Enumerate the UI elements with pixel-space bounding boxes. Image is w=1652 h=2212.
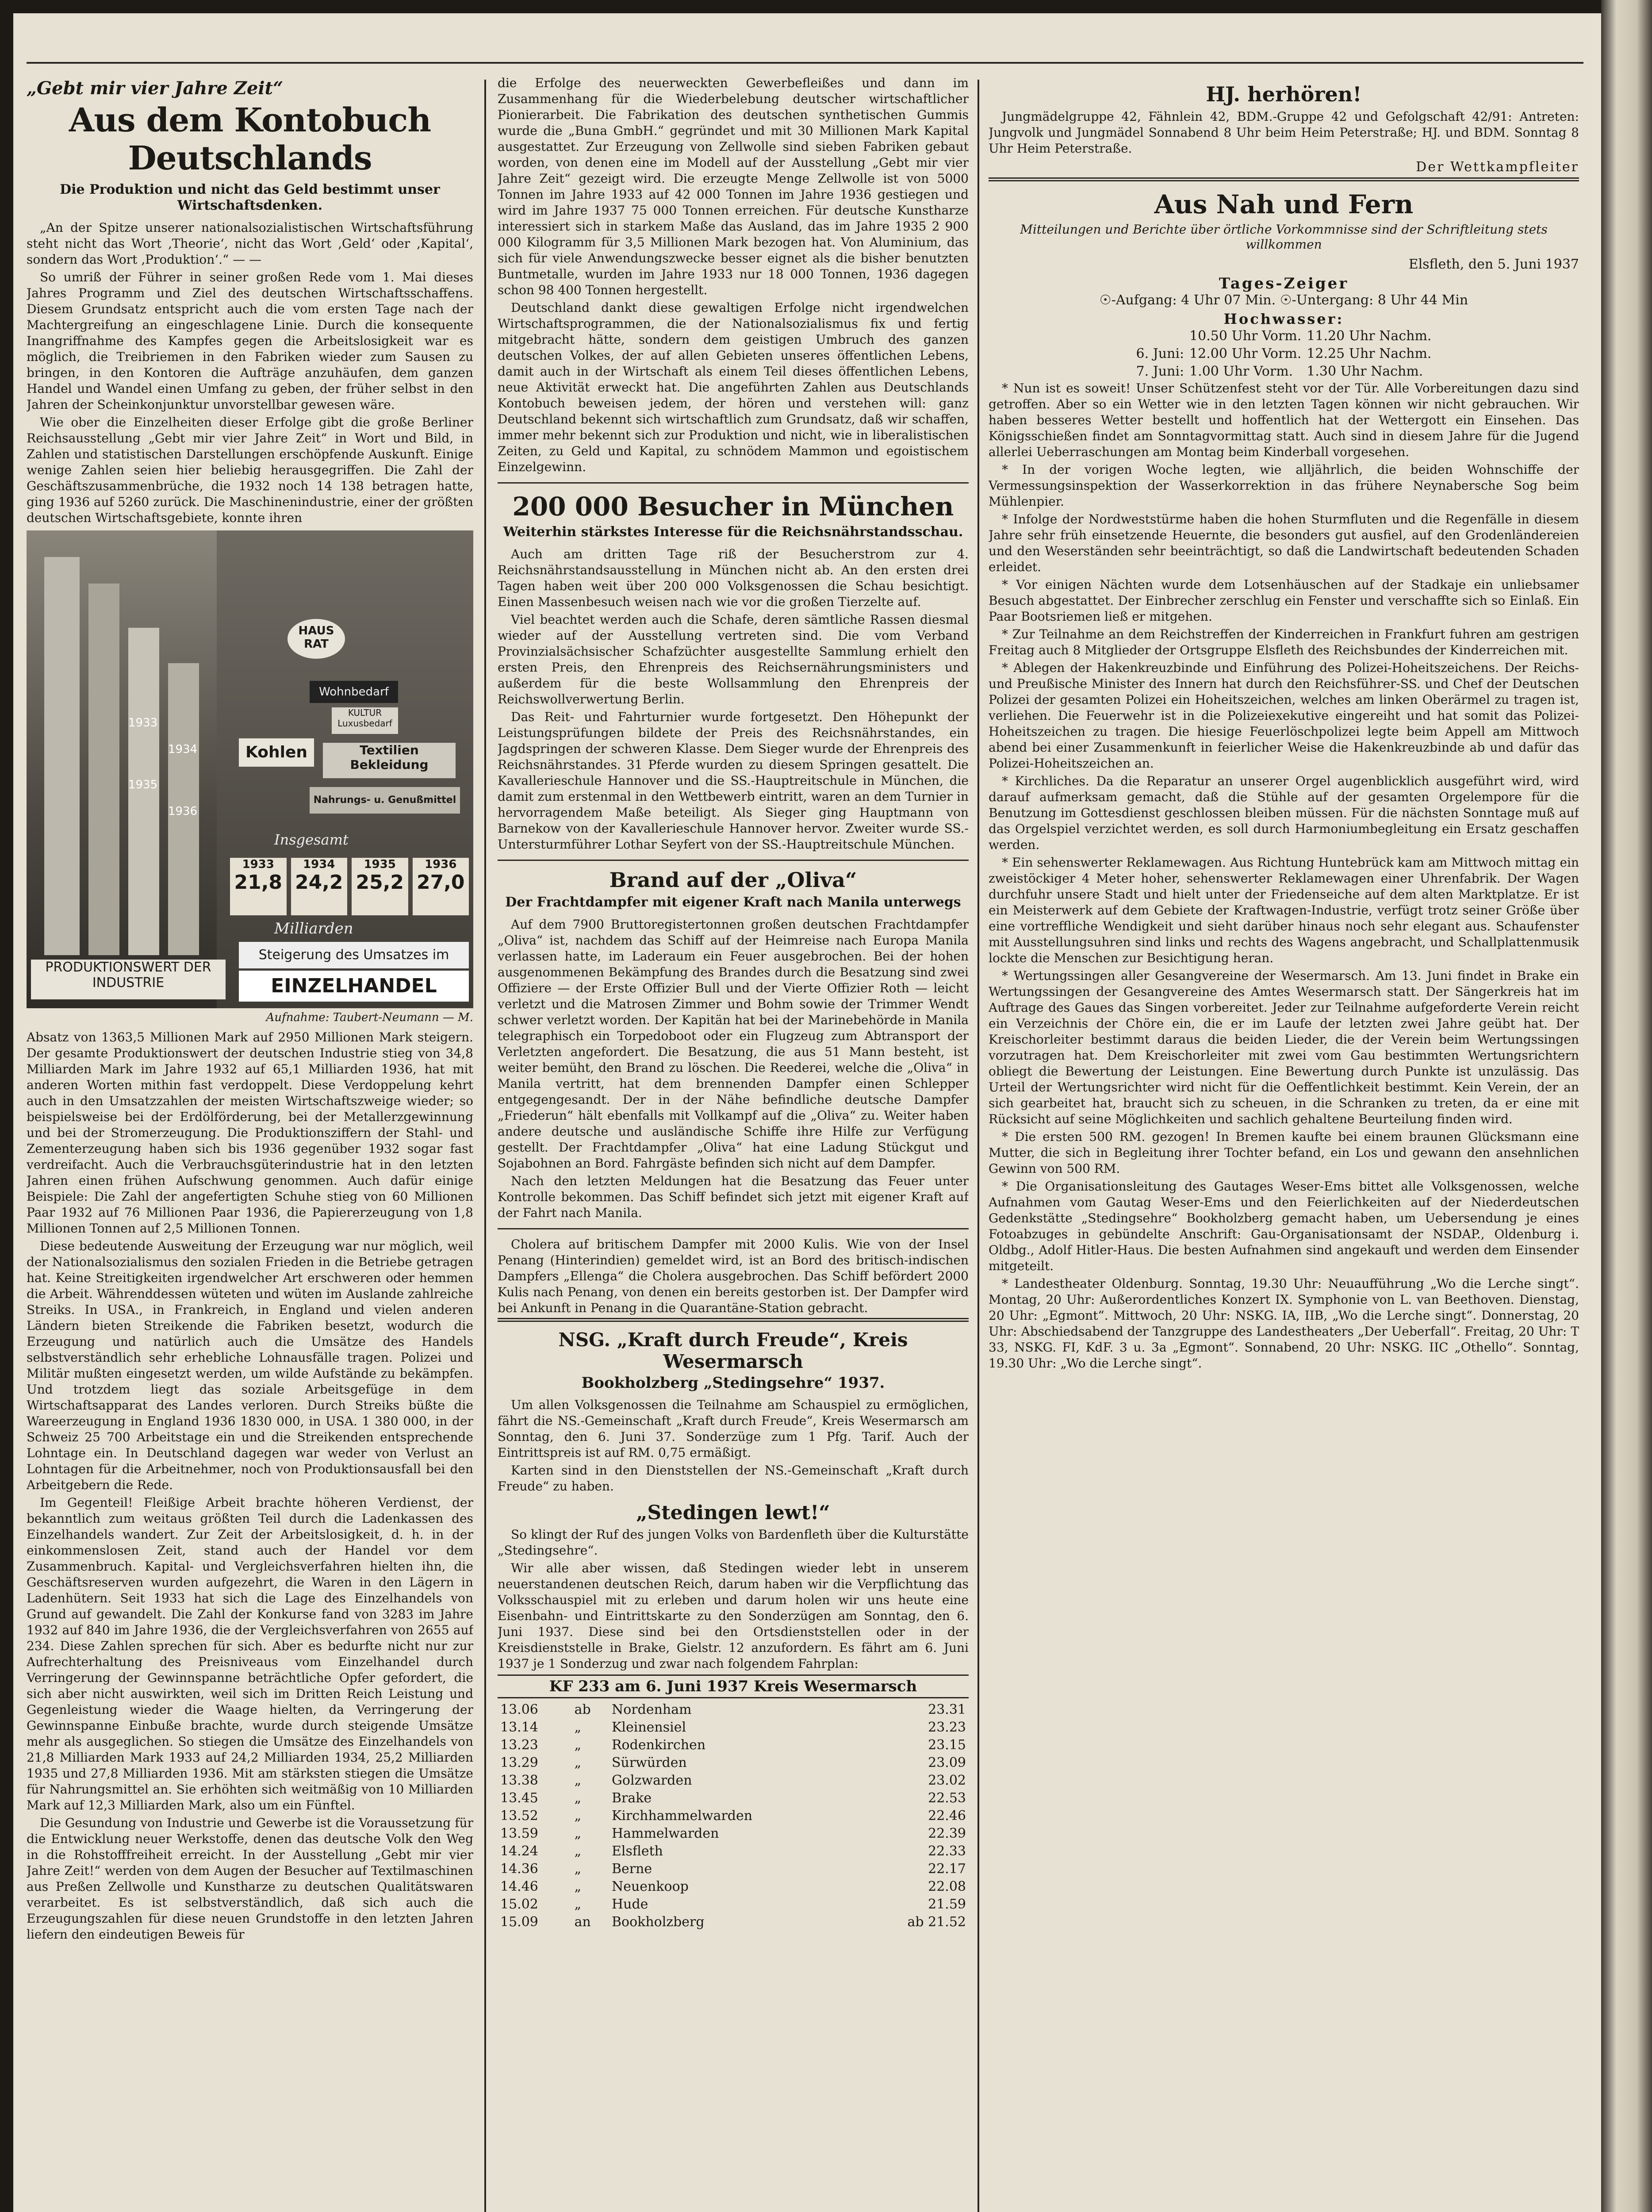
tide-day: 7. Juni: <box>1136 364 1184 379</box>
tide-day <box>1134 327 1187 345</box>
news-item: * Wertungssingen aller Gesangvereine der Wesermarsch. Am 13. Juni findet in Brake ein Wertungssingen der Gesangvereine des Amtes Wesermarsch statt. Der Sängerkreis hat im Auftrage des Gaues das Singen vorbereitet. Jeder zur Teilnahme aufgeforderte Verein reicht ein Verzeichnis der Chöre ein, die er im Laufe der letzten zwei Jahre geübt hat. Der Kreischorleiter bestimmt daraus die beiden Lieder, die der Verein beim Wertungssingen vorzutragen hat. Dem Kreischorleiter mit zwei vom Gau bestimmten Wertungsrichtern obliegt die Bewertung der Leistungen. Eine Bewertung durch Punkte ist unzulässig. Das Urteil der Wertungsrichter wird nicht für die Oeffentlichkeit bestimmt. Kein Verein, der an sich gearbeitet hat, braucht sich zu scheuen, in die Schranken zu treten, da er eine mit Rücksicht auf seine Möglichkeiten und sachlich gehaltene Beurteilung finden wird. <box>989 968 1579 1126</box>
timetable-arrival: 23.15 <box>928 1737 966 1753</box>
block-value: 21,8 <box>234 871 283 894</box>
signature: Der Wettkampfleiter <box>1416 159 1579 175</box>
timetable-departure: 13.06 <box>500 1702 538 1717</box>
timetable-direction: ab <box>574 1702 591 1717</box>
timetable-direction: „ <box>574 1808 582 1824</box>
timetable-arrival: 23.23 <box>928 1720 966 1735</box>
timetable-arrival: 22.33 <box>928 1843 966 1859</box>
timetable-station: Nordenham <box>611 1702 692 1717</box>
timetable-departure: 14.46 <box>500 1879 538 1894</box>
exhibition-photo <box>27 530 473 1008</box>
headline-nah-fern: Aus Nah und Fern <box>1154 189 1414 219</box>
news-item: * In der vorigen Woche legten, wie alljährlich, die beiden Wohnschiffe der Vermessungsinspektion der Wasserkorrektion in das frühere Neynabersche Sog beim Mühlenpier. <box>989 462 1579 509</box>
headline-besucher: 200 000 Besucher in München <box>512 492 954 522</box>
timetable-station: Hude <box>611 1897 648 1912</box>
timetable-row <box>498 1772 969 1790</box>
column-middle <box>498 75 969 1933</box>
news-item: * Kirchliches. Da die Reparatur an unserer Orgel augenblicklich ausgeführt wird, wird darauf aufmerksam gemacht, daß die Stühle auf der gesamten Orgelempore für die Benutzung im Gottesdienst geschlossen bleiben müssen. Für die nächsten Sonntage muß auf das Orgelspiel verzichtet werden, es soll durch Harmoniumbegleitung ein Ersatz geschaffen werden. <box>989 774 1579 852</box>
timetable <box>498 1701 969 1931</box>
column-right <box>989 75 1579 1373</box>
timetable-departure: 13.52 <box>500 1808 538 1824</box>
tageszeiger-title: Tages-Zeiger <box>1219 275 1349 292</box>
kicker: „Gebt mir vier Jahre Zeit“ <box>27 78 284 99</box>
paragraph: So klingt der Ruf des jungen Volks von Bardenfleth über die Kulturstätte „Stedingsehre“. <box>498 1527 969 1558</box>
news-item: * Ein sehenswerter Reklamewagen. Aus Richtung Huntebrück kam am Mittwoch mittag ein zweistöckiger 4 Meter hoher, sehenswerter Reklamewagen einer Uhrenfabrik. Der Wagen durchfuhr unsere Stadt und hielt unter der Friedenseiche auf dem alten Marktplatze. Er ist ein Meisterwerk auf dem Gebiete der Kraftwagen-Industrie, verfügt trotz seiner Größe über eine vortreffliche Wendigkeit und sieht darüber hinaus noch sehr elegant aus. Schaufenster mit Ausstellungsuhren sind links und rechts des Wagens angebracht, und Schallplattenmusik lockte die Menschen zur Besichtigung heran. <box>989 855 1579 965</box>
subheadline-kdf: Bookholzberg „Stedingsehre“ 1937. <box>581 1374 885 1392</box>
timetable-direction: „ <box>574 1826 582 1841</box>
tide-morning: 1.00 Uhr Vorm. <box>1189 364 1293 379</box>
tide-afternoon: 11.20 Uhr Nachm. <box>1307 328 1432 344</box>
tide-row <box>1134 345 1434 363</box>
page-edge <box>1601 0 1652 2212</box>
sign-nahrung: Nahrungs- u. Genußmittel <box>310 787 460 814</box>
photo-pillar <box>44 557 80 955</box>
section-rule <box>989 177 1579 179</box>
timetable-station: Berne <box>611 1861 652 1877</box>
photo-einzelhandel: EINZELHANDEL <box>239 971 469 1002</box>
timetable-station: Rodenkirchen <box>611 1737 706 1753</box>
timetable-departure: 13.59 <box>500 1826 538 1841</box>
block-year: 1934 <box>303 858 335 871</box>
timetable-row <box>498 1790 969 1807</box>
news-item: * Nun ist es soweit! Unser Schützenfest steht vor der Tür. Alle Vorbereitungen dazu sind getroffen. Aber so ein Wetter wie in den letzten Tagen können wir nicht gebrauchen. Wir haben besseres Wetter bestellt und hoffentlich hat der Wettergott ein Einsehen. Das Königsschießen findet am Sonntagvormittag statt. Auch sind in diesem Jahre für die Jugend allerlei Ueberraschungen am Montag beim Kinderball vorgesehen. <box>989 381 1579 459</box>
paragraph: Wie ober die Einzelheiten dieser Erfolge gibt die große Berliner Reichsausstellung „Gebt mir vier Jahre Zeit“ in Wort und Bild, in Zahlen und statistischen Darstellungen erschöpfende Auskunft. Einige wenige Zahlen seien hier beliebig herausgegriffen. Die Zahl der Geschäftszusammenbrüche, die 1932 noch 14 138 betragen hatte, ging 1936 auf 5260 zurück. Die Maschinenindustrie, einer der größten deutschen Wirtschaftsgebiete, konnte ihren <box>27 415 473 525</box>
headline-kontobuch: Aus dem Kontobuch Deutschlands <box>69 101 431 177</box>
timetable-arrival: 23.02 <box>928 1773 966 1788</box>
timetable-direction: an <box>574 1914 591 1930</box>
news-item: * Die ersten 500 RM. gezogen! In Bremen kaufte bei einem braunen Glücksmann eine Mutter, die sich in Begleitung ihrer Tochter befand, ein Los und gewann den ansehnlichen Gewinn von 500 RM. <box>989 1129 1579 1176</box>
timetable-arrival: 23.31 <box>928 1702 966 1717</box>
timetable-station: Neuenkoop <box>611 1879 689 1894</box>
photo-year-label: 1934 <box>168 743 198 756</box>
timetable-departure: 13.45 <box>500 1790 538 1806</box>
section-rule <box>498 1228 969 1229</box>
timetable-arrival: 22.17 <box>928 1861 966 1877</box>
photo-caption: Aufnahme: Taubert-Neumann — M. <box>266 1011 473 1024</box>
timetable-row <box>498 1736 969 1754</box>
timetable-arrival: 22.46 <box>928 1808 966 1824</box>
timetable-direction: „ <box>574 1755 582 1770</box>
column-rule-1 <box>484 80 486 2212</box>
block-year: 1935 <box>364 858 396 871</box>
timetable-departure: 15.09 <box>500 1914 538 1930</box>
sign-hausrat: HAUS RAT <box>287 619 345 659</box>
timetable-row <box>498 1825 969 1843</box>
timetable-header: KF 233 am 6. Juni 1937 Kreis Wesermarsch <box>498 1674 969 1698</box>
news-item: * Vor einigen Nächten wurde dem Lotsenhäuschen auf der Stadkaje ein unliebsamer Besuch abgestattet. Der Einbrecher zerschlug ein Fenster und verschaffte sich so Einlaß. Ein Paar Bootsriemen ließ er mitgehen. <box>989 577 1579 624</box>
paragraph: So umriß der Führer in seiner großen Rede vom 1. Mai dieses Jahres Programm und Ziel des deutschen Wirtschaftsschaffens. Diesem Grundsatz entspricht auch die vom ersten Tage nach der Machtergreifung an eingeschlagene Linie. Durch die konsequente Inangriffnahme des Kampfes gegen die Arbeitslosigkeit war es möglich, die Treibriemen in den Fabriken wieder zum Sausen zu bringen, in den Kontoren die Aufträge anzuhäufen, dem ganzen Handel und Wandel einen Umfang zu geben, der früher selbst in den Jahren der Scheinkonjunktur unvorstellbar gewesen wäre. <box>27 270 473 412</box>
headline-oliva: Brand auf der „Oliva“ <box>609 868 857 892</box>
timetable-direction: „ <box>574 1879 582 1894</box>
timetable-direction: „ <box>574 1720 582 1735</box>
timetable-arrival: 23.09 <box>928 1755 966 1770</box>
block-year: 1936 <box>425 858 457 871</box>
paragraph: die Erfolge des neuerweckten Gewerbefleißes und dann im Zusammenhang für die Wiederbelebung deutscher wirtschaftlicher Pionierarbeit. Die Fabrikation des deutschen synthetischen Gummis wurde die „Buna GmbH.“ gegründet und mit 30 Millionen Mark Kapital ausgestattet. Zur Erzeugung von Zellwolle sind sieben Fabriken gebaut worden, von denen eine im Modell auf der Ausstellung „Gebt mir vier Jahre Zeit“ gezeigt wird. Die erzeugte Menge Zellwolle ist von 5000 Tonnen im Jahre 1933 auf 42 000 Tonnen im Jahre 1936 gestiegen und wird im Jahre 1937 75 000 Tonnen erreichen. Für deutsche Kunstharze interessiert sich in starkem Maße das Ausland, das im Jahre 1935 2 900 000 Kilogramm für 3,5 Millionen Mark bezogen hat. Von Aluminium, das sich für viele Anwendungszwecke besser eignet als die bisher benutzten Buntmetalle, wurden im Jahre 1933 nur 18 000 Tonnen, 1936 dagegen schon 98 400 Tonnen hergestellt. <box>498 76 969 297</box>
news-item: * Landestheater Oldenburg. Sonntag, 19.30 Uhr: Neuaufführung „Wo die Lerche singt“. Montag, 20 Uhr: Außerordentliches Konzert IX. Symphonie von L. van Beethoven. Dienstag, 20 Uhr: „Egmont“. Mittwoch, 20 Uhr: NSKG. IA, IIB, „Wo die Lerche singt“. Donnerstag, 20 Uhr: Abschiedsabend der Tanzgruppe des Landestheaters „Der Ueberfall“. Freitag, 20 Uhr: T 33, NSKG. FI, KdF. 3 u. 3a „Egmont“. Sonnabend, 20 Uhr: NSKG. IIC „Othello“. Sonntag, 19.30 Uhr: „Wo die Lerche singt“. <box>989 1276 1579 1371</box>
paragraph-cholera: Cholera auf britischem Dampfer mit 2000 Kulis. Wie von der Insel Penang (Hinterindien) gemeldet wird, ist an Bord des britisch-indischen Dampfers „Ellenga“ die Cholera ausgebrochen. Das Schiff befördert 2000 Kulis nach Penang, von denen ein bereits gestorben ist. Der Dampfer wird bei Ankunft in Penang in die Quarantäne-Station gebracht. <box>498 1237 969 1315</box>
block-year: 1933 <box>242 858 274 871</box>
section-rule <box>498 860 969 861</box>
timetable-direction: „ <box>574 1843 582 1859</box>
paragraph: Um allen Volksgenossen die Teilnahme am Schauspiel zu ermöglichen, fährt die NS.-Gemeinschaft „Kraft durch Freude“, Kreis Wesermarsch am Sonntag, den 6. Juni 37. Sonderzüge zum 1 Pfg. Tarif. Auch der Eintrittspreis ist auf RM. 0,75 ermäßigt. <box>498 1398 969 1460</box>
dateline: Elsfleth, den 5. Juni 1937 <box>1408 257 1579 272</box>
photo-insgesamt: Insgesamt <box>274 831 349 848</box>
news-item: * Ablegen der Hakenkreuzbinde und Einführung des Polizei-Hoheitszeichens. Der Reichs- und Preußische Minister des Innern hat durch den Reichsführer-SS. und Chef der Deutschen Polizei der gesamten Polizei ein Hoheitszeichen, welches am linken Oberärmel zu tragen ist, verliehen. Die Feuerwehr ist in die Polizeiexekutive eingereiht und hat somit das Polizei-Hoheitszeichen zu tragen. Die hiesige Feuerlöschpolizei legte beim Appell am Mittwoch abend bei einer Zusammenkunft in feierlicher Weise die Hakenkreuzbinde ab und dafür das Polizei-Hoheitszeichen an. <box>989 661 1579 771</box>
news-item: * Die Organisationsleitung des Gautages Weser-Ems bittet alle Volksgenossen, welche Aufnahmen vom Gautag Weser-Ems und den Feierlichkeiten auf der Niederdeutschen Gedenkstätte „Stedingsehre“ Bookholzberg gemacht haben, um Uebersendung je eines Fotoabzuges in gebündelte Anschrift: Gau-Organisationsamt der NSDAP., Oldenburg i. Oldbg., Adolf Hitler-Haus. Die besten Aufnahmen sind angekauft und werden dem Einsender mitgeteilt. <box>989 1179 1579 1273</box>
deck-nah-fern: Mitteilungen und Berichte über örtliche Vorkommnisse sind der Schriftleitung stets willkommen <box>1020 222 1548 252</box>
news-item: * Infolge der Nordweststürme haben die hohen Sturmfluten und die Regenfälle in diesem Jahre sehr früh einsetzende Heuernte, die besonders gut ausfiel, auf den Grodenländereien und den Weserständen sehr beeinträchtigt, so daß die Landwirtschaft bedeutenden Schaden erleidet. <box>989 512 1579 574</box>
timetable-direction: „ <box>574 1773 582 1788</box>
timetable-station: Kleinensiel <box>611 1720 686 1735</box>
timetable-arrival: 22.53 <box>928 1790 966 1806</box>
paragraph: Absatz von 1363,5 Millionen Mark auf 2950 Millionen Mark steigern. Der gesamte Produktionswert der deutschen Industrie stieg von 34,8 Milliarden Mark im Jahre 1932 auf 65,1 Milliarden 1936, hat mit anderen Worten mithin fast verdoppelt. Diese Verdoppelung kehrt auch in den Umsatzzahlen der meisten Wirtschaftszweige wieder; so beispielsweise bei der Erdölförderung, bei der Metallerzgewinnung und bei der Stromerzeugung. Die Produktionsziffern der Stahl- und Zementerzeugung haben sich bis 1936 gegenüber 1932 sogar fast verdreifacht. Auch die Verbrauchsgüterindustrie hat in den letzten Jahren einen frühen Aufschwung genommen. Auch dafür einige Beispiele: Die Zahl der angefertigten Schuhe stieg von 60 Millionen Paar 1932 auf 76 Millionen Paar 1936, die Papiererzeugung von 1,8 Millionen Tonnen auf 2,5 Millionen Tonnen. <box>27 1030 473 1236</box>
timetable-departure: 13.23 <box>500 1737 538 1753</box>
timetable-station: Bookholzberg <box>611 1914 705 1930</box>
deck-kontobuch: Die Produktion und nicht das Geld bestimmt unser Wirtschaftsdenken. <box>60 182 440 213</box>
headline-kdf: NSG. „Kraft durch Freude“, Kreis Wesermarsch <box>558 1329 908 1372</box>
timetable-row <box>498 1878 969 1896</box>
photo-steigerung: Steigerung des Umsatzes im <box>239 942 469 968</box>
tide-table <box>1134 327 1434 380</box>
section-rule <box>989 180 1579 181</box>
paragraph: Wir alle aber wissen, daß Stedingen wieder lebt in unserem neuerstandenen deutschen Reich, darum haben wir die Verpflichtung das Volksschauspiel mit zu erleben und darum holen wir uns heute eine Eisenbahn- und Eintrittskarte zu den Sonderzügen am Sonntag, den 6. Juni 1937. Diese sind bei den Ortsdienststellen oder in der Kreisdienststelle in Brake, Gielstr. 12 anzufordern. Es fährt am 6. Juni 1937 je 1 Sonderzug und zwar nach folgendem Fahrplan: <box>498 1561 969 1671</box>
timetable-station: Sürwürden <box>611 1755 687 1770</box>
headline-stedingen: „Stedingen lewt!“ <box>636 1502 830 1524</box>
section-rule <box>498 482 969 484</box>
section-rule <box>498 1321 969 1322</box>
block-value: 27,0 <box>416 871 465 894</box>
tide-day: 6. Juni: <box>1136 346 1184 361</box>
sign-kohlen: Kohlen <box>239 738 314 767</box>
deck-oliva: Der Frachtdampfer mit eigener Kraft nach Manila unterwegs <box>505 895 961 910</box>
timetable-station: Elsfleth <box>611 1843 663 1859</box>
column-left <box>27 75 473 1944</box>
column-rule-2 <box>977 80 979 2212</box>
timetable-row <box>498 1807 969 1825</box>
sign-wohnbedarf: Wohnbedarf <box>310 681 398 703</box>
paragraph: Diese bedeutende Ausweitung der Erzeugung war nur möglich, weil der Nationalsozialismus den sozialen Frieden in die Betriebe getragen hat. Keine Streitigkeiten irgendwelcher Art erschweren oder hemmen die Arbeit. Währenddessen wüteten und wüten im Auslande zahlreiche Streiks. In USA., in Frankreich, in England und vielen anderen Ländern bieten Streikende die Fabriken besetzt, wodurch die Erzeugung und natürlich auch die Umsätze des Handels selbstverständlich sehr erhebliche Lohnausfälle tragen. Polizei und Militär mußten eingesetzt werden, um wilde Aufstände zu bekämpfen. Und trotzdem liegt das soziale Arbeitsgefüge in dem Wirtschaftsapparat des Landes verloren. Durch Streiks büßte die Wareerzeugung in England 1936 1830 000, in USA. 1 380 000, in der Schweiz 25 700 Arbeitstage ein und die Streikenden entsprechende Lohntage ein. In Deutschland dagegen war weder von Verlust an Lohntagen für die Arbeitnehmer, noch von Produktionsausfall bei den Arbeitgebern die Rede. <box>27 1239 473 1492</box>
timetable-direction: „ <box>574 1897 582 1912</box>
tide-morning: 10.50 Uhr Vorm. <box>1189 328 1302 344</box>
paragraph: „An der Spitze unserer nationalsozialistischen Wirtschaftsführung steht nicht das Wort ‚Theorie‘, nicht das Wort ‚Geld‘ oder ‚Kapital‘, sondern das Wort ‚Produktion‘.“ — — <box>27 220 473 267</box>
timetable-departure: 14.24 <box>500 1843 538 1859</box>
timetable-row <box>498 1913 969 1931</box>
timetable-departure: 14.36 <box>500 1861 538 1877</box>
tide-afternoon: 12.25 Uhr Nachm. <box>1307 346 1432 361</box>
paragraph: Auch am dritten Tage riß der Besucherstrom zur 4. Reichsnährstandsausstellung in München nicht ab. An den ersten drei Tagen haben weit über 200 000 Volksgenossen die Schau besichtigt. Einen Massenbesuch weisen nach wie vor die großen Tierzelte auf. <box>498 547 969 609</box>
timetable-row <box>498 1896 969 1913</box>
block-value: 25,2 <box>356 871 404 894</box>
timetable-station: Golzwarden <box>611 1773 692 1788</box>
timetable-direction: „ <box>574 1790 582 1806</box>
block-value: 24,2 <box>295 871 343 894</box>
tide-row <box>1134 327 1434 345</box>
timetable-departure: 15.02 <box>500 1897 538 1912</box>
paragraph: Das Reit- und Fahrturnier wurde fortgesetzt. Den Höhepunkt der Leistungsprüfungen bildete der Preis des Reichsnährstandes, ein Jagdspringen der schweren Klasse. Dem Sieger wurde der Ehrenpreis des Reichsnährstandes. 31 Pferde wurden zu diesem Springen gesattelt. Die Kavallerieschule Hannover und die SS.-Hauptreitschule in München, die damit zum erstenmal in den Wettbewerb eintritt, waren an dem Turnier in hervorragendem Maße beteiligt. Als Sieger ging Hauptmann von Barnekow von der Kavallerieschule Hannover hervor. Zweiter wurde SS.-Untersturmführer Lothar Seyfert von der SS.-Hauptreitschule München. <box>498 710 969 852</box>
newspaper-page <box>13 13 1601 2212</box>
timetable-departure: 13.29 <box>500 1755 538 1770</box>
tide-morning: 12.00 Uhr Vorm. <box>1189 346 1302 361</box>
headline-hj: HJ. herhören! <box>1206 82 1362 106</box>
timetable-arrival: 22.08 <box>928 1879 966 1894</box>
revenue-blocks <box>230 858 469 915</box>
section-rule <box>498 1318 969 1319</box>
timetable-station: Brake <box>611 1790 652 1806</box>
photo-milliarden: Milliarden <box>274 920 353 937</box>
deck-besucher: Weiterhin stärkstes Interesse für die Reichsnährstandsschau. <box>503 524 963 540</box>
timetable-row <box>498 1719 969 1736</box>
timetable-arrival: ab 21.52 <box>907 1914 966 1930</box>
photo-pillar <box>88 584 119 955</box>
timetable-row <box>498 1843 969 1860</box>
sign-kultur: KULTUR Luxusbedarf <box>332 707 398 734</box>
paragraph: Deutschland dankt diese gewaltigen Erfolge nicht irgendwelchen Wirtschaftsprogrammen, die der Nationalsozialismus fix und fertig mitgebracht hätte, sondern dem geistigen Umbruch des ganzen deutschen Volkes, der auf allen Gebieten unseres öffentlichen Lebens, damit auch in der Wirtschaft als einem Teil dieses öffentlichen Lebens, neue Aktivität erweckt hat. Die angeführten Zahlen aus Deutschlands Kontobuch beweisen jedem, der hören und verstehen will: ganz Deutschland bekennt sich wirtschaftlich zum Grundsatz, daß wir schaffen, immer mehr bekennt sich zur Produktion und nicht, wie in liberalistischen Zeiten, zu Geld und Kapital, zu schnödem Mammon und egoistischem Einzelgewinn. <box>498 300 969 474</box>
paragraph: Die Gesundung von Industrie und Gewerbe ist die Voraussetzung für die Entwicklung neuer Werkstoffe, denen das deutsche Volk den Weg in die Rohstofffreiheit erreicht. In der Ausstellung „Gebt mir vier Jahre Zeit!“ werden von dem Augen der Besucher auf Textilmaschinen aus Preßen Zellwolle und Kunstharze zu deutschen Qualitätswaren verarbeitet. Es ist selbstverständlich, daß sich auch die Erzeugungszahlen für diese neuen Grundstoffe in den letzten Jahren liefern den eindeutigen Beweis für <box>27 1816 473 1942</box>
timetable-direction: „ <box>574 1861 582 1877</box>
tide-afternoon: 1.30 Uhr Nachm. <box>1307 364 1423 379</box>
timetable-arrival: 22.39 <box>928 1826 966 1841</box>
timetable-row <box>498 1860 969 1878</box>
timetable-direction: „ <box>574 1737 582 1753</box>
photo-year-label: 1935 <box>128 778 158 791</box>
photo-year-label: 1936 <box>168 805 198 818</box>
paragraph: Auf dem 7900 Bruttoregistertonnen großen deutschen Frachtdampfer „Oliva“ ist, nachdem das Schiff auf der Heimreise nach Europa Manila verlassen hatte, im Laderaum ein Feuer ausgebrochen. Bei der hohen ausgenommenen Bekämpfung des Brandes durch die Besatzung sind zwei Offiziere — der Erste Offizier Bull und der Vierte Offizier Roth — leicht verletzt und die Matrosen Zimmer und Bohm sowie der Trimmer Wendt schwer verletzt worden. Der Kapitän hat bei der Marinebehörde in Manila telegraphisch ein Torpedoboot oder ein Flugzeug zum Abtransport der Verletzten angefordert. Die Besatzung, die aus 51 Mann besteht, ist weiter bemüht, den Brand zu löschen. Die Reederei, welche die „Oliva“ in Manila vertritt, hat dem brennenden Dampfer einen Schlepper entgegengesandt. Der in der Nähe befindliche deutsche Dampfer „Friederun“ hält ebenfalls mit Vollkampf auf die „Oliva“ zu. Weiter haben andere deutsche und ausländische Schiffe ihre Hilfe zur Verfügung gestellt. Der Frachtdampfer „Oliva“ hat eine Ladung Stückgut und Sojabohnen an Bord. Fahrgäste befinden sich nicht auf dem Dampfer. <box>498 917 969 1171</box>
sign-textilien: Textilien Bekleidung <box>323 743 456 778</box>
paragraph: Jungmädelgruppe 42, Fähnlein 42, BDM.-Gruppe 42 und Gefolgschaft 42/91: Antreten: Jungvolk und Jungmädel Sonnabend 8 Uhr beim Heim Peterstraße; HJ. und BDM. Sonntag 8 Uhr Heim Peterstraße. <box>989 109 1579 156</box>
top-rule <box>27 62 1583 64</box>
timetable-row <box>498 1701 969 1719</box>
timetable-station: Hammelwarden <box>611 1826 719 1841</box>
news-item: * Zur Teilnahme an dem Reichstreffen der Kinderreichen in Frankfurt fuhren am gestrigen Freitag auch 8 Mitglieder der Ortsgruppe Elsfleth des Reichsbundes der Kinderreichen mit. <box>989 627 1579 657</box>
paragraph: Viel beachtet werden auch die Schafe, deren sämtliche Rassen diesmal wieder auf der Ausstellung vertreten sind. Die vom Verband Provinzialsächsischer Schafzüchter ausgestellte Sammlung erhielt den ersten Preis, den Ehrenpreis des Reichsernährungsministers und außerdem für die beste Wollsammlung den Ehrenpreis der Reichswollverwertung Berlin. <box>498 612 969 707</box>
tide-row <box>1134 363 1434 380</box>
photo-produktionswert: PRODUKTIONSWERT DER INDUSTRIE <box>31 960 226 999</box>
photo-pillar <box>128 628 159 955</box>
sun-times: ☉-Aufgang: 4 Uhr 07 Min. ☉-Untergang: 8 Uhr 44 Min <box>1099 292 1468 308</box>
timetable-row <box>498 1754 969 1772</box>
paragraph: Im Gegenteil! Fleißige Arbeit brachte höheren Verdienst, der bekanntlich zum weitaus größten Teil durch die Ladenkassen des Einzelhandels wandert. Zur Zeit der Arbeitslosigkeit, d. h. in der einkommenslosen Zeit, stand auch der Handel vor dem Zusammenbruch. Kapital- und Vergleichsverfahren hielten ihn, die Geschäftsreserven wurden aufgezehrt, die Waren in den Lägern in Ladenhütern. Seit 1933 hat sich die Lage des Einzelhandels von Grund auf gewandelt. Die Zahl der Konkurse fand von 3283 im Jahre 1932 auf 840 im Jahre 1936, die der Vergleichsverfahren von 2655 auf 234. Diese Zahlen sprechen für sich. Aber es bedurfte nicht nur zur Aufrechterhaltung des Preisniveaus vom Einzelhandel durch Verringerung der Gewinnspanne beträchtliche Opfer gefordert, die sich aber nicht auswirkten, weil sich im Dritten Reich Leistung und Gegenleistung wieder die Waage hielten, da Verringerung der Gewinnspanne Einbuße brachte, wurde durch steigende Umsätze mehr als ausgeglichen. So stiegen die Umsätze des Einzelhandels von 21,8 Milliarden Mark 1933 auf 24,2 Milliarden 1934, 25,2 Milliarden 1935 und 27,8 Milliarden 1936. Mit am stärksten stiegen die Umsätze für Nahrungsmittel an. Sie erhöhten sich weitmäßig von 10 Milliarden Mark auf 12,3 Milliarden Mark, also um ein Fünftel. <box>27 1495 473 1813</box>
paragraph: Nach den letzten Meldungen hat die Besatzung das Feuer unter Kontrolle bekommen. Das Schiff befindet sich jetzt mit eigener Kraft auf der Fahrt nach Manila. <box>498 1174 969 1220</box>
hochwasser-title: Hochwasser: <box>1223 311 1344 327</box>
timetable-departure: 13.14 <box>500 1720 538 1735</box>
timetable-arrival: 21.59 <box>928 1897 966 1912</box>
paragraph: Karten sind in den Dienststellen der NS.-Gemeinschaft „Kraft durch Freude“ zu haben. <box>498 1463 969 1494</box>
photo-year-label: 1933 <box>128 716 158 730</box>
timetable-station: Kirchhammelwarden <box>611 1808 753 1824</box>
timetable-departure: 13.38 <box>500 1773 538 1788</box>
